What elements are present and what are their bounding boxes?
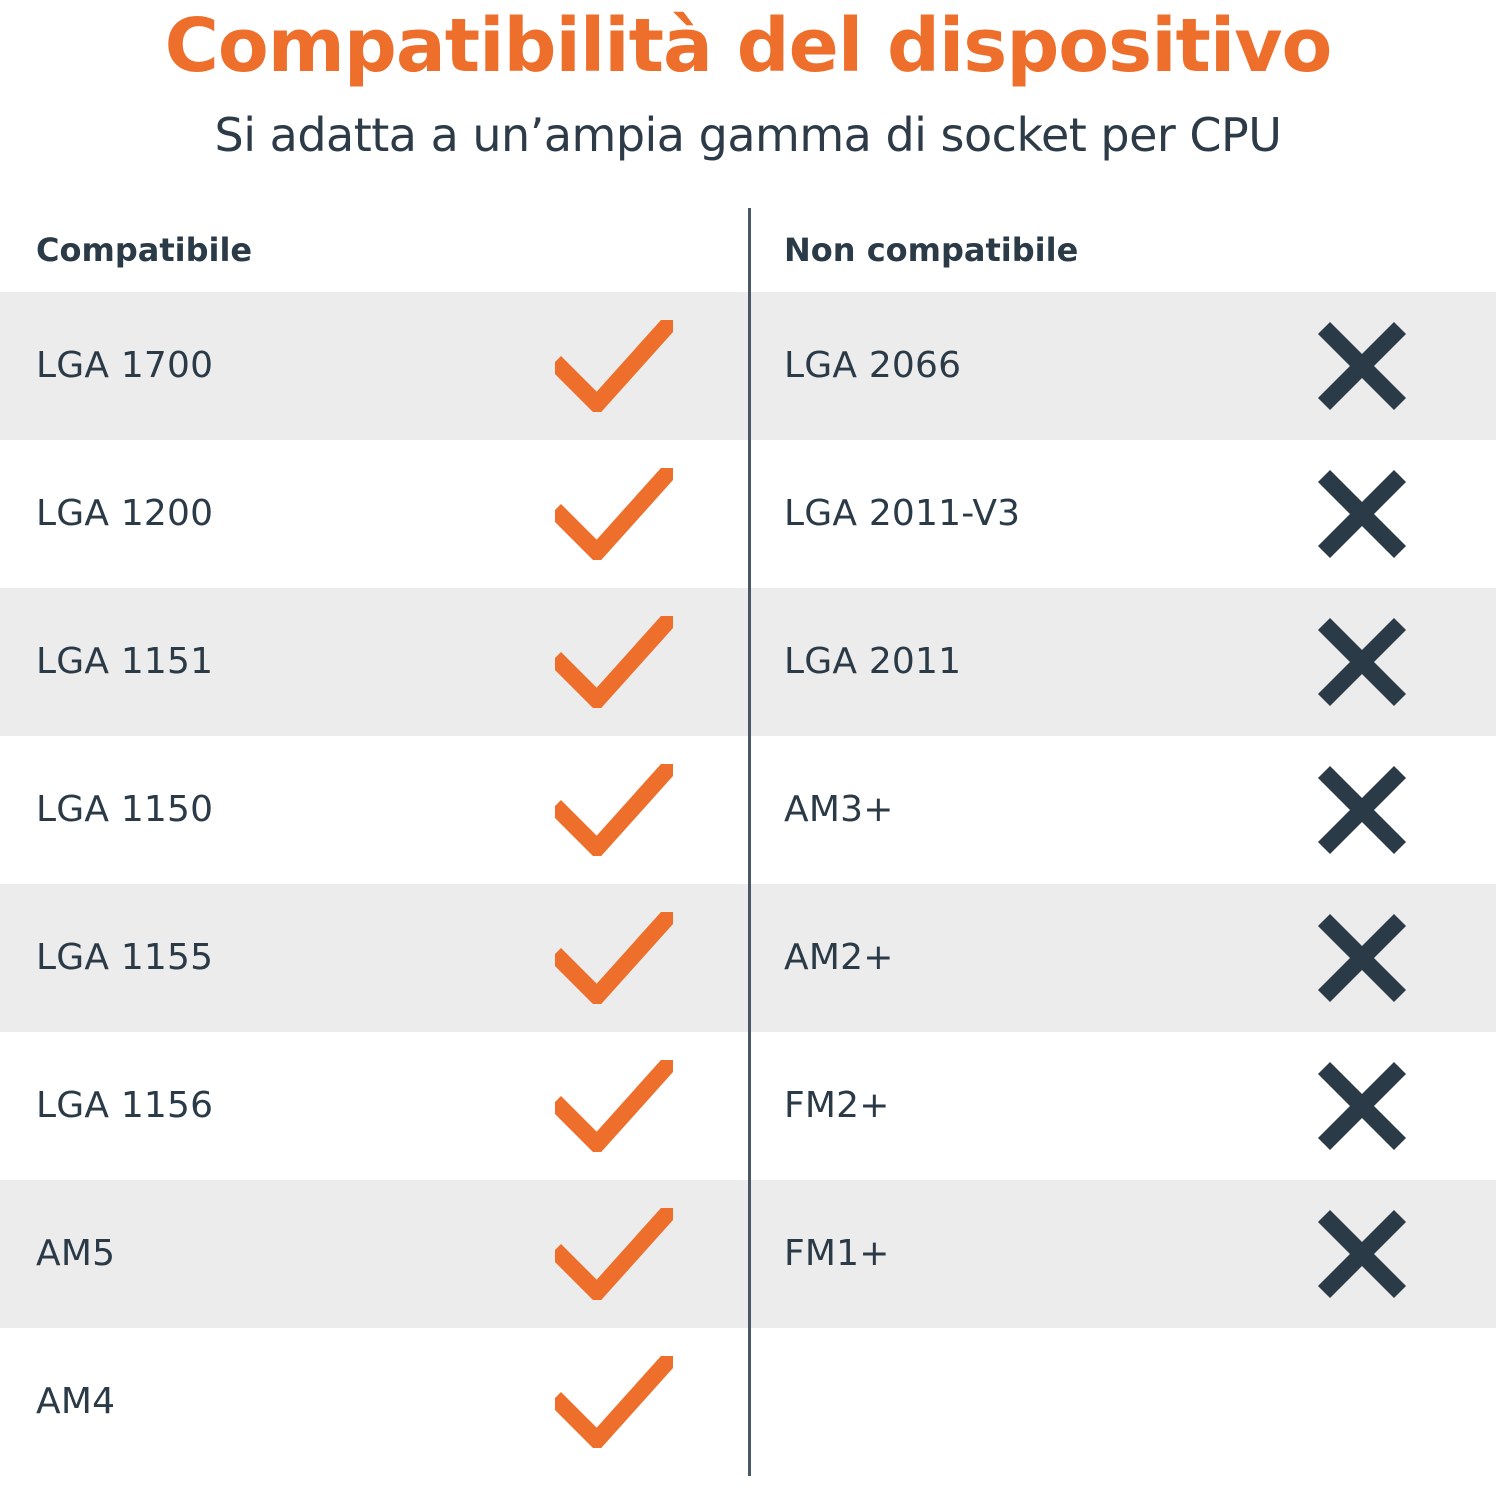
compatibility-table [0, 208, 1496, 1476]
cross-icon [1228, 292, 1496, 440]
check-icon [480, 1328, 748, 1476]
socket-label: LGA 1151 [36, 641, 214, 683]
check-icon [480, 588, 748, 736]
empty-mark [1228, 1328, 1496, 1476]
page-title: Compatibilità del dispositivo [164, 3, 1332, 89]
check-icon [480, 884, 748, 1032]
cross-icon [1228, 588, 1496, 736]
socket-label: LGA 1155 [36, 937, 214, 979]
cell-compatible [0, 884, 748, 1032]
cross-icon [1228, 736, 1496, 884]
cell-incompatible [748, 440, 1496, 588]
cell-incompatible [748, 736, 1496, 884]
socket-label: LGA 1150 [36, 789, 214, 831]
cell-compatible [0, 292, 748, 440]
cell-compatible [0, 588, 748, 736]
check-icon [480, 736, 748, 884]
cell-compatible [0, 736, 748, 884]
cell-compatible [0, 1180, 748, 1328]
cell-compatible [0, 1328, 748, 1476]
socket-label: LGA 1700 [36, 345, 214, 387]
cell-incompatible [748, 1180, 1496, 1328]
cross-icon [1228, 1180, 1496, 1328]
check-icon [480, 292, 748, 440]
cross-icon [1228, 440, 1496, 588]
cell-compatible [0, 1032, 748, 1180]
cell-incompatible [748, 1032, 1496, 1180]
column-divider [748, 208, 751, 1476]
column-header-incompatible: Non compatibile [784, 230, 1079, 269]
socket-label: AM5 [36, 1233, 116, 1275]
socket-label: FM1+ [784, 1233, 890, 1275]
page-subtitle: Si adatta a un’ampia gamma di socket per CPU [214, 107, 1282, 162]
cell-incompatible [748, 292, 1496, 440]
cross-icon [1228, 884, 1496, 1032]
check-icon [480, 1180, 748, 1328]
socket-label: AM4 [36, 1381, 116, 1423]
cell-compatible [0, 440, 748, 588]
socket-label: LGA 2011-V3 [784, 493, 1021, 535]
check-icon [480, 1032, 748, 1180]
cell-incompatible [748, 588, 1496, 736]
socket-label: LGA 2011 [784, 641, 962, 683]
socket-label: LGA 1200 [36, 493, 214, 535]
column-header-compatible: Compatibile [36, 230, 253, 269]
socket-label: LGA 2066 [784, 345, 962, 387]
socket-label: LGA 1156 [36, 1085, 214, 1127]
socket-label: AM3+ [784, 789, 894, 831]
cell-incompatible [748, 1328, 1496, 1476]
cross-icon [1228, 1032, 1496, 1180]
check-icon [480, 440, 748, 588]
socket-label: AM2+ [784, 937, 894, 979]
socket-label: FM2+ [784, 1085, 890, 1127]
cell-incompatible [748, 884, 1496, 1032]
